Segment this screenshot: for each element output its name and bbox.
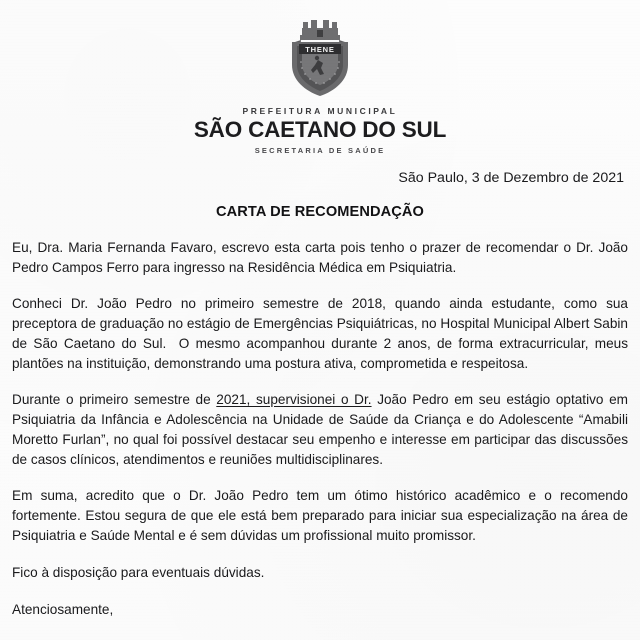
letterhead-organization: SÃO CAETANO DO SUL <box>193 117 447 142</box>
document-title: CARTA DE RECOMENDAÇÃO <box>215 204 425 220</box>
document-body <box>12 170 632 620</box>
svg-text:THENE: THENE <box>305 45 335 54</box>
paragraph: Eu, Dra. Maria Fernanda Favaro, escrevo esta carta pois tenho o prazer de recomendar o Dr. João Pedro Campos Ferro para ingresso na Residência Médica em Psiquiatria. <box>12 240 632 275</box>
availability-line: Fico à disposição para eventuais dúvidas. <box>12 564 265 580</box>
paragraph-list <box>12 238 632 546</box>
coat-of-arms-icon <box>277 18 363 100</box>
date-line: São Paulo, 3 de Dezembro de 2021 <box>398 170 624 186</box>
letterhead-department: SECRETARIA DE SAÚDE <box>254 146 386 155</box>
paragraph: Conheci Dr. João Pedro no primeiro semestre de 2018, quando ainda estudante, como sua preceptora de graduação no estágio de Emergências Psiquiátricas, no Hospital Municipal Albert Sabin de São Caetano do Sul. O mesmo acompanhou durante 2 anos, de forma extracurricular, meus plantões na instituição, demonstrando uma postura ativa, comprometida e respeitosa. <box>12 295 632 371</box>
paragraph: Durante o primeiro semestre de 2021, supervisionei o Dr. João Pedro em seu estágio optativo em Psiquiatria da Infância e Adolescência na Unidade de Saúde da Criança e do Adolescente “Amabili Moretto Furlan”, no qual foi possível destacar seu empenho e interesse em participar das discussões de casos clínicos, atendimentos e reuniões multidisciplinares. <box>12 391 632 467</box>
letterhead-kicker: PREFEITURA MUNICIPAL <box>242 106 398 116</box>
paragraph: Em suma, acredito que o Dr. João Pedro tem um ótimo histórico acadêmico e o recomendo fortemente. Estou segura de que ele está bem preparado para iniciar sua especialização na área de Psiquiatria e Saúde Mental e é sem dúvidas um profissional muito promissor. <box>12 487 632 543</box>
letterhead <box>0 18 640 155</box>
sign-off: Atenciosamente, <box>12 601 114 617</box>
